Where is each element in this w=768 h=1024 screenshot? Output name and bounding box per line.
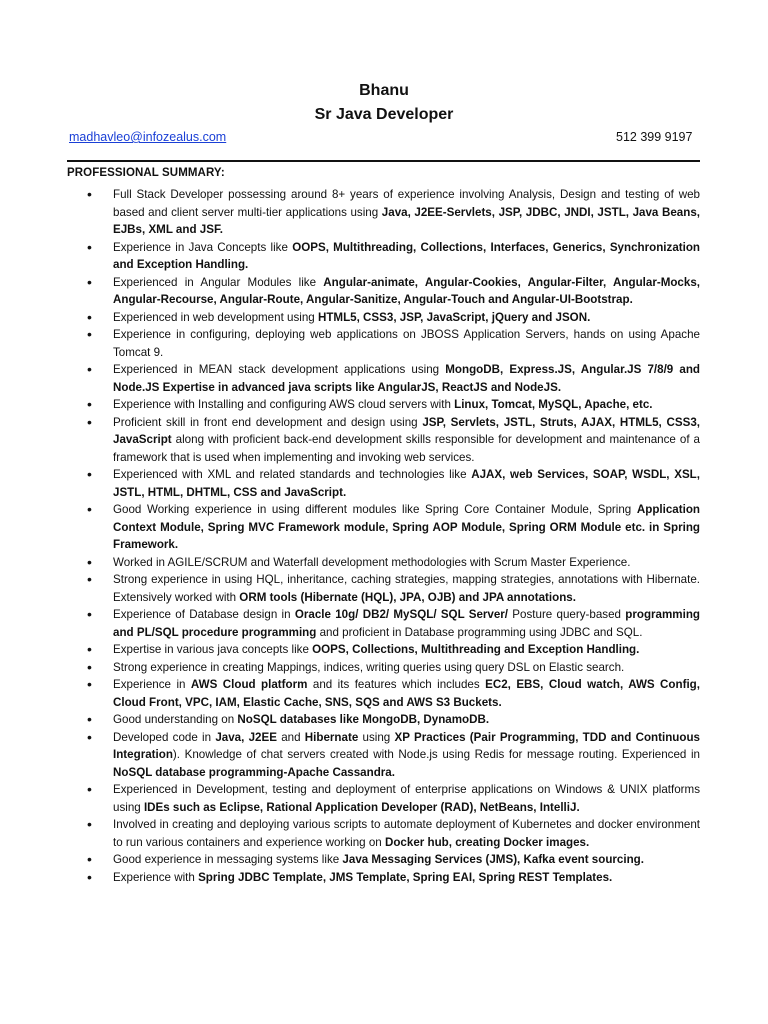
summary-item-bold-text: Java, J2EE-Servlets, JSP, JDBC, JNDI, JSTL, Java Beans, EJBs, XML and JSF. [113, 205, 700, 236]
header-divider [67, 160, 700, 162]
summary-item-text: Full Stack Developer possessing around 8+ years of experience involving Analysis, Design and testing of web based and client server multi-tier applications using [113, 188, 700, 219]
summary-item-text: Experience in configuring, deploying web applications on JBOSS Application Servers, hands on using Apache Tomcat 9. [113, 328, 700, 359]
summary-item [67, 851, 700, 869]
summary-item-text: Posture query-based [508, 608, 626, 621]
summary-item [67, 676, 700, 711]
summary-item-bold-text: Oracle 10g/ DB2/ MySQL/ SQL Server/ [294, 608, 509, 621]
summary-item-bold-text: NoSQL database programming-Apache Cassandra. [113, 765, 395, 779]
summary-item-text: Experience in Java Concepts like [113, 240, 293, 254]
summary-item-text: Experienced in web development using [113, 310, 318, 324]
summary-item-bold-text: Angular-animate, Angular-Cookies, Angular-Filter, Angular-Mocks, Angular-Recourse, Angular-Route, Angular-Sanitize, Angular-Touch and Angular-UI-Bootstrap. [113, 275, 700, 306]
summary-item [67, 309, 700, 327]
phone-number: 512 399 9197 [616, 130, 693, 144]
summary-item-text: Experienced in Development, testing and deployment of enterprise applications on Windows & UNIX platforms using [113, 783, 700, 814]
summary-item [67, 641, 700, 659]
summary-item-text: Experience in [113, 678, 191, 691]
summary-item-text: Proficient skill in front end development and design using [113, 415, 423, 429]
summary-item [67, 606, 700, 641]
summary-item-text: Experience with Installing and configuring AWS cloud servers with [113, 398, 455, 411]
summary-item-text: Good experience in messaging systems like [113, 853, 343, 866]
summary-item-text: using [358, 730, 395, 744]
summary-item-bold-text: ORM tools (Hibernate (HQL), JPA, OJB) and JPA annotations. [239, 590, 576, 604]
summary-item [67, 274, 700, 309]
summary-item-bold-text: Linux, Tomcat, MySQL, Apache, etc. [454, 398, 653, 411]
summary-item [67, 816, 700, 851]
summary-item [67, 554, 700, 572]
summary-item-bold-text: HTML5, CSS3, JSP, JavaScript, jQuery and JSON. [317, 310, 591, 324]
summary-item [67, 361, 700, 396]
summary-item [67, 239, 700, 274]
summary-item-bold-text: IDEs such as Eclipse, Rational Application Developer (RAD), NetBeans, IntelliJ. [143, 800, 580, 814]
summary-item [67, 729, 700, 782]
summary-item-text: Good Working experience in using different modules like Spring Core Container Module, Spring [113, 503, 637, 516]
summary-item-text: ). Knowledge of chat servers created with Node.js using Redis for message routing. Experienced in [172, 748, 700, 761]
summary-item [67, 869, 700, 887]
summary-item-text: Involved in creating and deploying various scripts to automate deployment of Kubernetes and docker environment to run various containers and experience working on [113, 818, 700, 849]
email-link[interactable]: madhavleo@infozealus.com [69, 130, 227, 144]
summary-list [67, 186, 700, 886]
summary-item-bold-text: Spring JDBC Template, JMS Template, Spring EAI, Spring REST Templates. [198, 870, 613, 884]
summary-item-text: Experience with [113, 870, 199, 884]
summary-item-bold-text: Java Messaging Services (JMS), Kafka event sourcing. [342, 853, 644, 866]
summary-item-text: Experienced in Angular Modules like [113, 275, 324, 289]
summary-item [67, 781, 700, 816]
summary-item [67, 326, 700, 361]
summary-item-text: and its features which includes [307, 678, 486, 691]
summary-item [67, 414, 700, 467]
summary-item-text: and proficient in Database programming using JDBC and SQL. [316, 625, 643, 639]
summary-item-bold-text: OOPS, Multithreading, Collections, Interfaces, Generics, Synchronization and Exception Handling. [113, 240, 701, 271]
section-heading: PROFESSIONAL SUMMARY: [67, 167, 225, 179]
summary-item-text: Developed code in [113, 730, 216, 744]
summary-item-text: Experience of Database design in [113, 608, 295, 621]
summary-item-bold-text: XP Practices (Pair Programming, TDD and Continuous Integration [113, 730, 700, 761]
summary-item-text: Worked in AGILE/SCRUM and Waterfall development methodologies with Scrum Master Experience. [113, 555, 631, 569]
summary-item-text: Experienced with XML and related standards and technologies like [113, 468, 472, 481]
summary-item-bold-text: AJAX, web Services, SOAP, WSDL, XSL, JSTL, HTML, DHTML, CSS and JavaScript. [113, 468, 700, 499]
summary-item-text: Expertise in various java concepts like [113, 643, 313, 656]
summary-item-bold-text: OOPS, Collections, Multithreading and Exception Handling. [312, 643, 640, 656]
summary-item-bold-text: NoSQL databases like MongoDB, DynamoDB. [237, 713, 490, 726]
summary-item [67, 186, 700, 239]
summary-item-bold-text: AWS Cloud platform [190, 678, 308, 691]
summary-item-text: Experienced in MEAN stack development applications using [113, 363, 446, 376]
summary-item-bold-text: EC2, EBS, Cloud watch, AWS Config, Cloud Front, VPC, IAM, Elastic Cache, SNS, SQS and AWS S3 Buckets. [113, 678, 700, 709]
summary-item [67, 571, 700, 606]
summary-item-text: Good understanding on [113, 713, 238, 726]
summary-item [67, 711, 700, 729]
candidate-name: Bhanu [359, 82, 409, 99]
summary-item-bold-text: programming and PL/SQL procedure programming [113, 608, 700, 639]
summary-item-text: and [276, 730, 305, 744]
summary-item-text: Strong experience in using HQL, inheritance, caching strategies, mapping strategies, annotations with Hibernate. Extensively worked with [113, 573, 700, 604]
summary-item [67, 659, 700, 677]
summary-item [67, 396, 700, 414]
summary-item-bold-text: Java, J2EE [215, 730, 277, 744]
summary-item-bold-text: Application Context Module, Spring MVC Framework module, Spring AOP Module, Spring ORM Module etc. in Spring Framework. [113, 503, 700, 551]
summary-item [67, 501, 700, 554]
summary-item-text: along with proficient back-end development skills responsible for development and maintenance of a framework that is used when implementing and invoking web services. [113, 433, 700, 464]
summary-item-bold-text: Hibernate [304, 730, 359, 744]
summary-item-text: Strong experience in creating Mappings, indices, writing queries using query DSL on Elastic search. [113, 660, 625, 674]
summary-item [67, 466, 700, 501]
summary-item-bold-text: JSP, Servlets, JSTL, Struts, AJAX, HTML5, CSS3, JavaScript [113, 415, 700, 446]
candidate-title: Sr Java Developer [314, 106, 454, 123]
summary-item-bold-text: MongoDB, Express.JS, Angular.JS 7/8/9 and Node.JS Expertise in advanced java scripts like AngularJS, ReactJS and NodeJS. [113, 363, 700, 394]
summary-item-bold-text: Docker hub, creating Docker images. [384, 835, 590, 849]
